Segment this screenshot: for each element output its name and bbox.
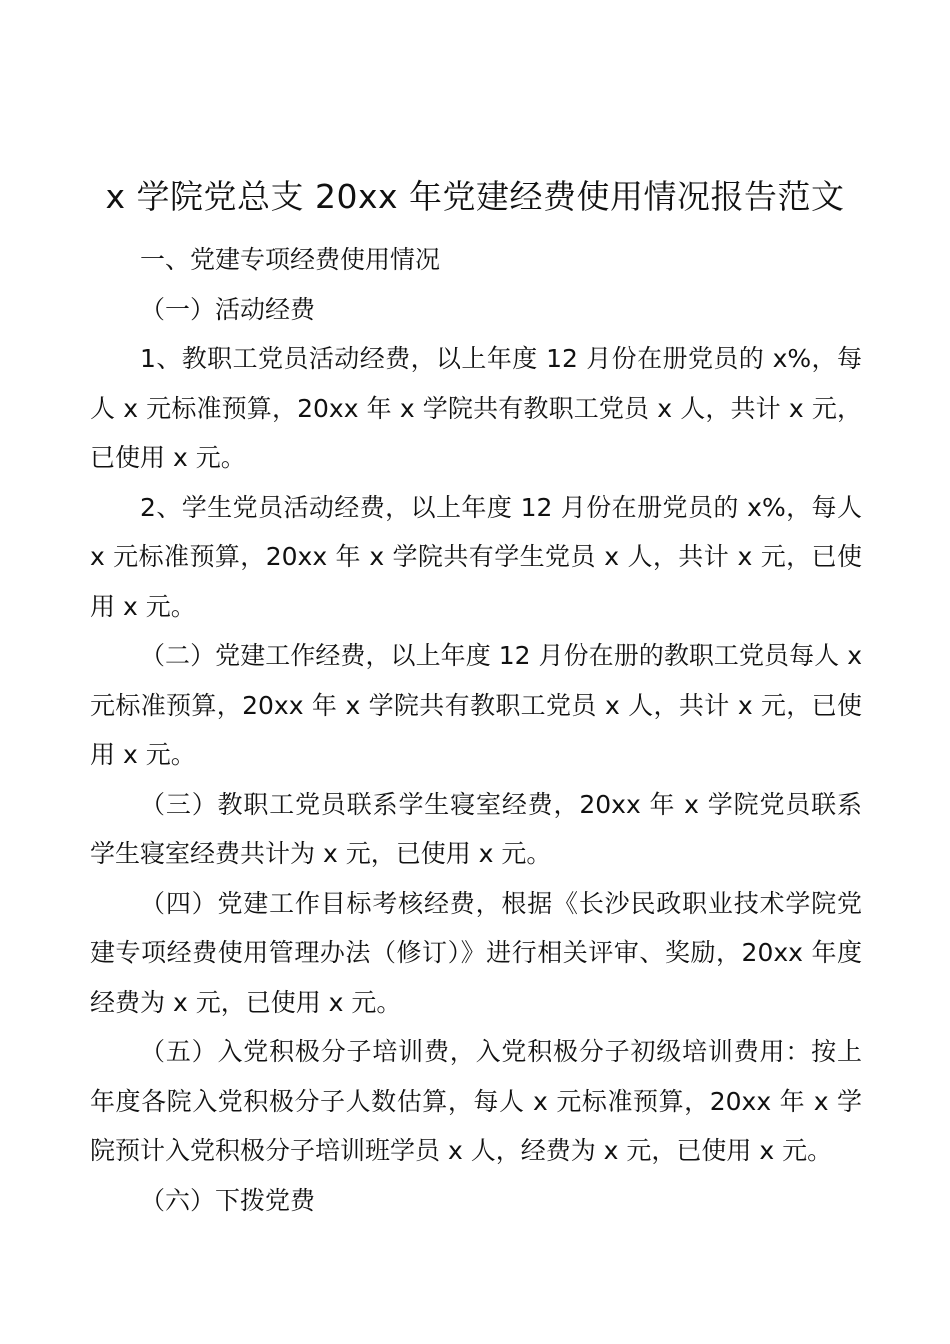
paragraph: 2、学生党员活动经费，以上年度 12 月份在册党员的 x%，每人 x 元标准预算，20xx 年 x 学院共有学生党员 x 人，共计 x 元，已使用 x 元。 [90,492,862,621]
paragraph: 1、教职工党员活动经费，以上年度 12 月份在册党员的 x%，每人 x 元标准预算，20xx 年 x 学院共有教职工党员 x 人，共计 x 元，已使用 x 元。 [90,344,862,472]
document-title: x 学院党总支 20xx 年党建经费使用情况报告范文 [105,177,845,216]
paragraph: （三）教职工党员联系学生寝室经费，20xx 年 x 学院党员联系学生寝室经费共计为 x 元，已使用 x 元。 [90,789,862,868]
section-heading: 一、党建专项经费使用情况 [140,245,441,274]
paragraph: （二）党建工作经费，以上年度 12 月份在册的教职工党员每人 x 元标准预算，20xx 年 x 学院共有教职工党员 x 人，共计 x 元，已使用 x 元。 [90,641,862,769]
subsection-heading: （一）活动经费 [140,294,316,324]
subsection-heading: （六）下拨党费 [140,1185,316,1215]
paragraph: （五）入党积极分子培训费，入党积极分子初级培训费用：按上年度各院入党积极分子人数估算，每人 x 元标准预算，20xx 年 x 学院预计入党积极分子培训班学员 x 人，经费为 x 元，已使用 x 元。 [90,1037,862,1165]
paragraph: （四）党建工作目标考核经费，根据《长沙民政职业技术学院党建专项经费使用管理办法（修订）》进行相关评审、奖励，20xx 年度经费为 x 元，已使用 x 元。 [90,888,862,1017]
document-body [90,235,862,1225]
